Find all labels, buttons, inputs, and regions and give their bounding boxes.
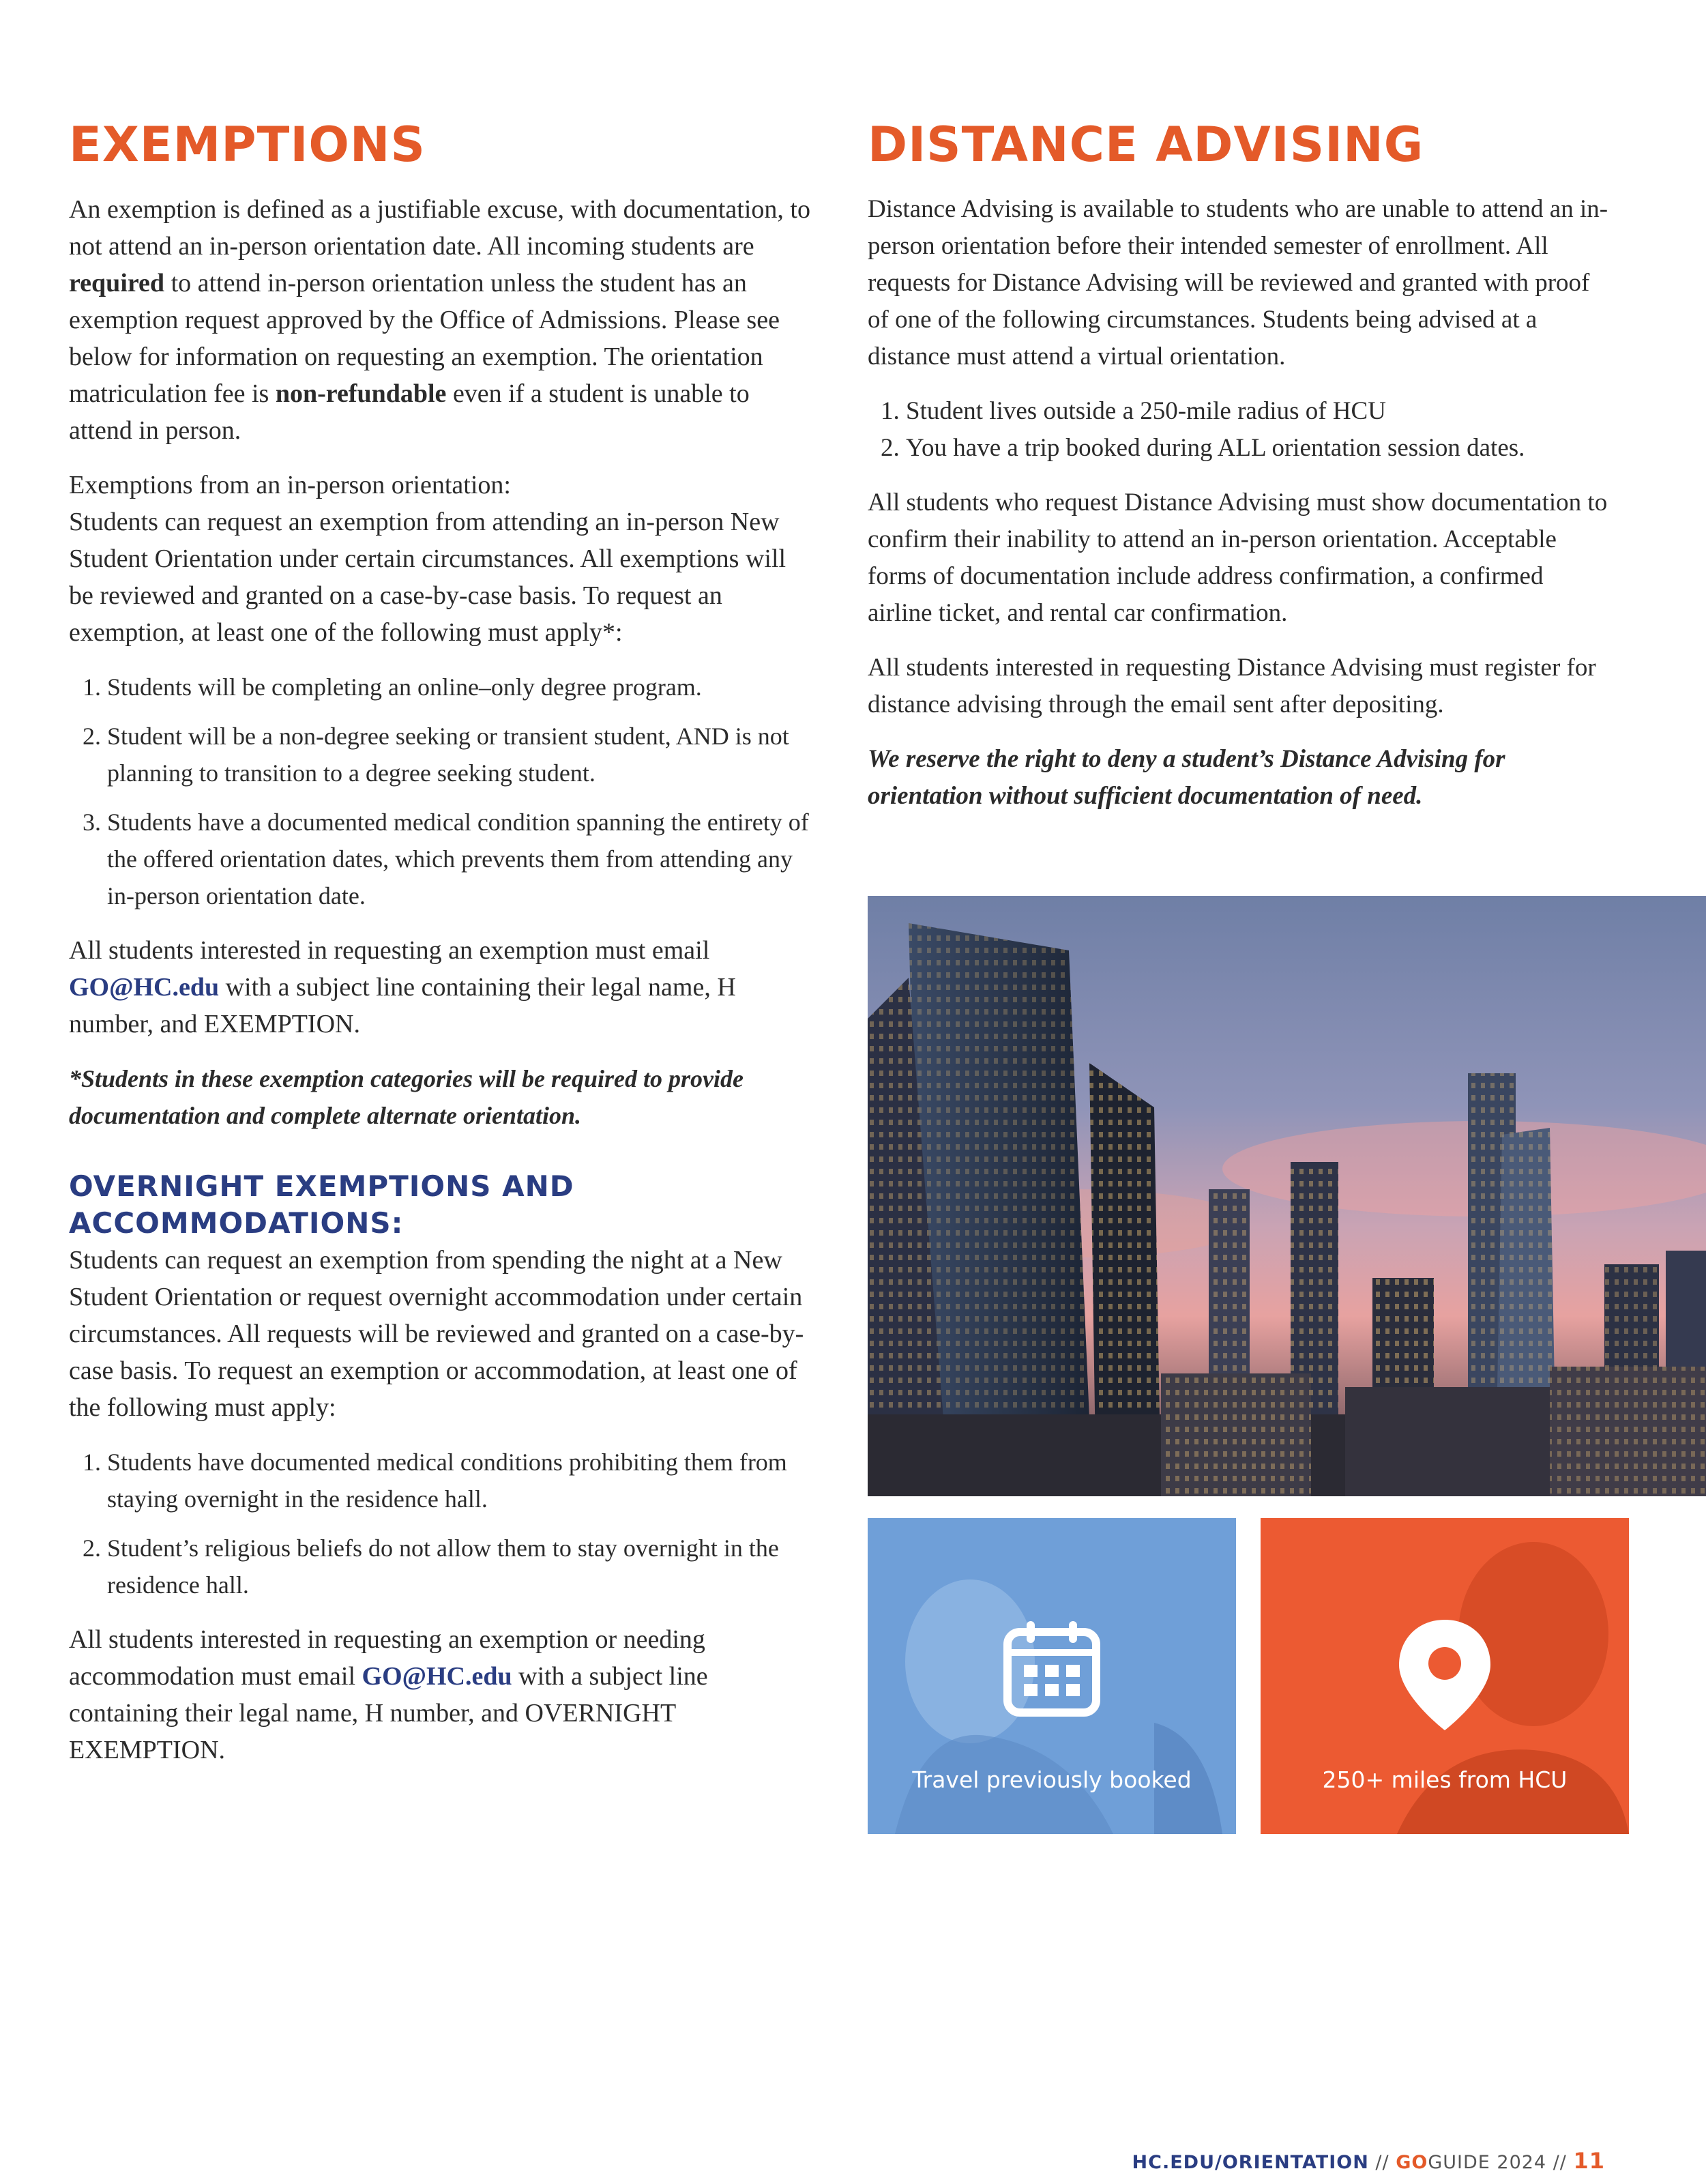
distance-register: All students interested in requesting Distance Advising must register for distance advising through the email sent after depositing. <box>868 654 1596 718</box>
list-item: 1. Student lives outside a 250-mile radius of HCU <box>906 393 1611 430</box>
distance-note: We reserve the right to deny a student’s Distance Advising for orientation without sufficient documentation of need. <box>868 745 1505 810</box>
page-footer: HC.EDU/ORIENTATION // GOGUIDE 2024 // 11 <box>1132 2148 1605 2174</box>
city-skyline-photo <box>868 896 1706 1496</box>
distance-list <box>868 393 1611 467</box>
overnight-heading: OVERNIGHT EXEMPTIONS AND ACCOMMODATIONS: <box>69 1169 574 1240</box>
email-link[interactable]: GO@HC.edu <box>69 973 220 1002</box>
list-item: 1. Students have documented medical conditions prohibiting them from staying overnight in the residence hall. <box>107 1444 812 1517</box>
email-link[interactable]: GO@HC.edu <box>362 1662 512 1691</box>
distance-intro: Distance Advising is available to students who are unable to attend an in-person orientation before their intended semester of enrollment. All requests for Distance Advising will be reviewed and granted with proof of one of the following circumstances. Students being advised at a distance must attend a virtual orientation. <box>868 195 1608 370</box>
exemptions-email-paragraph: All students interested in requesting an exemption must email GO@HC.edu with a subject line containing their legal name, H number, and EXEMPTION. <box>69 936 736 1038</box>
exemptions-list <box>69 669 812 914</box>
calendar-icon <box>1001 1617 1103 1723</box>
page-number: 11 <box>1573 2148 1605 2174</box>
overnight-email-paragraph: All students interested in requesting an exemption or needing accommodation must email GO@HC.edu with a subject line containing their legal name, H number, and OVERNIGHT EXEMPTION. <box>69 1625 708 1764</box>
list-item: 3. Students have a documented medical condition spanning the entirety of the offered orientation dates, which prevents them from attending any in-person orientation date. <box>107 804 812 914</box>
list-item: 2. You have a trip booked during ALL orientation session dates. <box>906 430 1611 467</box>
distance-heading: DISTANCE ADVISING <box>868 117 1424 173</box>
distance-tile-label: 250+ miles from HCU <box>1322 1766 1568 1793</box>
travel-tile-label: Travel previously booked <box>912 1766 1192 1793</box>
list-item: 2. Student will be a non-degree seeking or transient student, AND is not planning to transition to a degree seeking student. <box>107 718 812 791</box>
right-column <box>868 116 1611 832</box>
exemptions-heading: EXEMPTIONS <box>69 117 426 173</box>
exemptions-paragraph: Exemptions from an in-person orientation: Students can request an exemption from attending an in-person New Student Orientation under certain circumstances. All exemptions will be reviewed and granted on a case-by-case basis. To request an exemption, at least one of the following must apply*: <box>69 471 786 647</box>
left-column <box>69 116 812 1786</box>
location-pin-icon <box>1394 1617 1496 1736</box>
list-item: 1. Students will be completing an online–only degree program. <box>107 669 812 705</box>
exemptions-intro: An exemption is defined as a justifiable excuse, with documentation, to not attend an in-person orientation date. All incoming students are required to attend in-person orientation unless the student has an exemption request approved by the Office of Admissions. Please see below for information on requesting an exemption. The orientation matriculation fee is non-refundable even if a student is unable to attend in person. <box>69 195 810 445</box>
footer-guide: GUIDE 2024 <box>1428 2152 1547 2173</box>
overnight-paragraph: Students can request an exemption from spending the night at a New Student Orientation or request overnight accommodation under certain circumstances. All requests will be reviewed and granted on a case-by-case basis. To request an exemption or accommodation, at least one of the following must apply: <box>69 1246 804 1422</box>
travel-tile <box>868 1518 1236 1834</box>
distance-documentation: All students who request Distance Advising must show documentation to confirm their inability to attend an in-person orientation. Acceptable forms of documentation include address confirmation, a confirmed airline ticket, and rental car confirmation. <box>868 489 1608 627</box>
exemptions-note: *Students in these exemption categories will be required to provide documentation and complete alternate orientation. <box>69 1065 744 1129</box>
overnight-list <box>69 1444 812 1603</box>
footer-go: GO <box>1396 2152 1428 2173</box>
list-item: 2. Student’s religious beliefs do not allow them to stay overnight in the residence hall. <box>107 1530 812 1603</box>
distance-tile <box>1261 1518 1629 1834</box>
footer-site: HC.EDU/ORIENTATION <box>1132 2152 1369 2173</box>
